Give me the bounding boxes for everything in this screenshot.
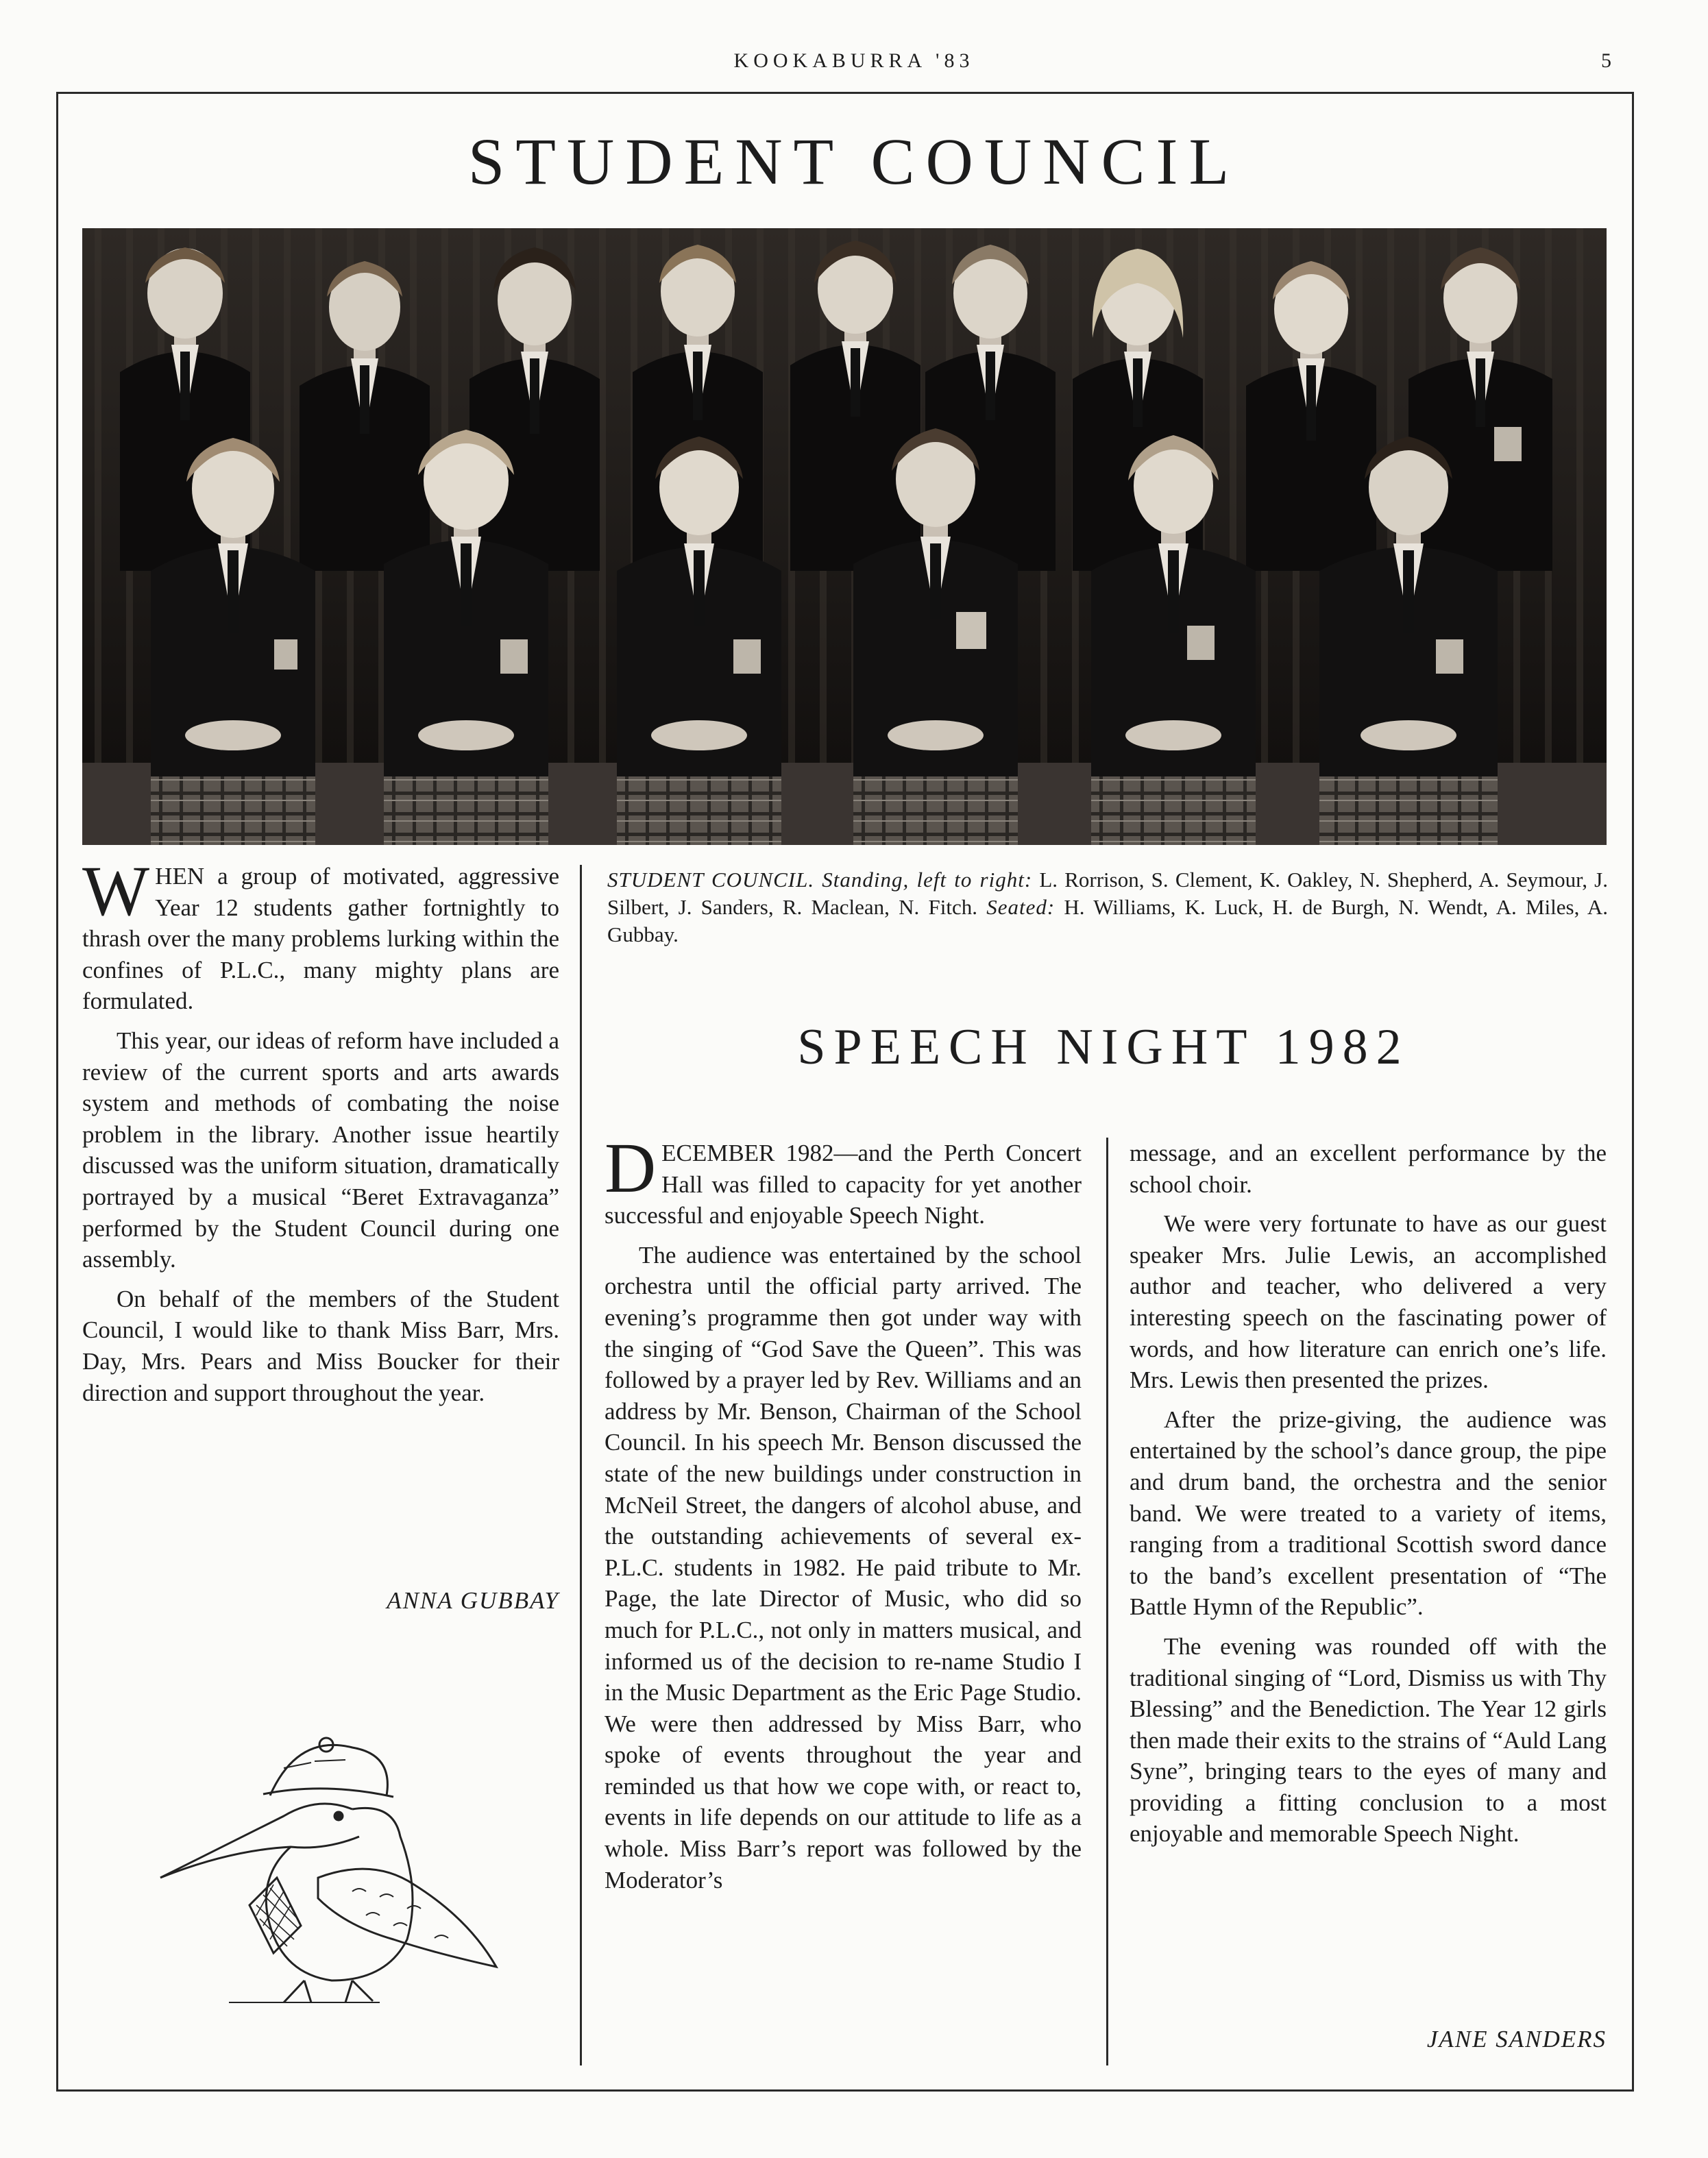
article-paragraph: message, and an excellent performance by the school choir. [1130,1140,1607,1198]
drop-cap: W [82,852,150,931]
speech-night-left-column [605,1129,1082,1904]
drop-cap: D [605,1129,657,1207]
article-paragraph: WHEN a group of motivated, aggressive Year 12 students gather fortnightly to thrash over the many problems lurking within the confines of P.L.C., many mighty plans are formulated. [82,852,559,1015]
student-council-article [82,852,559,1417]
standing-row [120,241,1552,571]
column-rule-right [1106,1138,1108,2065]
article-paragraph: DECEMBER 1982—and the Perth Concert Hall was filled to capacity for yet another successful and enjoyable Speech Night. [605,1129,1082,1229]
caption-standing-names: L. Rorrison, S. Clement, K. Oakley, N. Shepherd, A. Seymour, J. Silbert, J. Sanders, R. Maclean, N. Fitch. [607,868,1608,919]
photo-caption [607,866,1608,948]
column-rule-left [580,865,582,2065]
caption-seated-names: H. Williams, K. Luck, H. de Burgh, N. Wendt, A. Miles, A. Gubbay. [607,895,1609,946]
wing [318,1869,496,1967]
article-paragraph: This year, our ideas of reform have included a review of the current sports and arts awards system and methods of combating the noise problem in the library. Another issue heartily discussed was the uniform situation, dramatically portrayed by a musical “Beret Extravaganza” performed by the Student Council during one assembly. [82,1027,559,1273]
author-signature: JANE SANDERS [1426,2026,1607,2052]
caption-lead: STUDENT COUNCIL. Standing, left to right: [607,868,1033,892]
caption-seated-lead: Seated: [986,895,1056,919]
article-paragraph: The audience was entertained by the school orchestra until the official party arrived. The evening’s programme then got under way with the singing of “God Save the Queen”. This was followed by a prayer led by Rev. Williams and an address by Mr. Benson, Chairman of the School Council. In his speech Mr. Benson discussed the state of the new buildings under construction in McNeil Street, the dangers of alcohol abuse, and the outstanding achievements of several ex-P.L.C. students in 1982. He paid tribute to Mr. Page, the late Director of Music, who did so much for P.L.C., not only in matters musical, and informed us of the decision to re-name Studio I in the Music Department as the Eric Page Studio. We were then addressed by Miss Barr, who spoke of events throughout the year and reminded us that how we cope with, or react to, events in life depends on our attitude to life as a whole. Miss Barr’s report was followed by the Moderator’s [605,1241,1082,1893]
running-head: KOOKABURRA '83 [733,49,975,72]
article-paragraph: We were very fortunate to have as our guest speaker Mrs. Julie Lewis, an accomplished author and teacher, who delivered a very interesting speech on the fascinating power of words, and how literature can enrich one’s life. Mrs. Lewis then presented the prizes. [1130,1210,1607,1394]
page-number: 5 [1601,49,1611,72]
page-title: STUDENT COUNCIL [467,125,1241,198]
article-paragraph: After the prize-giving, the audience was entertained by the school’s dance group, the pipe and drum band, the orchestra and the senior band. We were treated to a variety of items, ranging from a traditional Scottish sword dance to the band’s excellent presentation of “The Battle Hymn of the Republic”. [1130,1406,1607,1621]
group-photo [82,228,1607,845]
author-signature: ANNA GUBBAY [387,1587,559,1614]
speech-night-title: SPEECH NIGHT 1982 [797,1019,1410,1075]
beak [160,1804,359,1878]
article-paragraph: On behalf of the members of the Student Council, I would like to thank Miss Barr, Mrs. Day, Mrs. Pears and Miss Boucker for their direction and support throughout the year. [82,1285,559,1406]
kookaburra-illustration [147,1720,503,2008]
article-paragraph: The evening was rounded off with the traditional singing of “Lord, Dismiss us with Thy Blessing” and the Benediction. The Year 12 girls then made their exits to the strains of “Auld Lang Syne”, bringing tears to the eyes of many and providing a fitting conclusion to a most enjoyable and memorable Speech Night. [1130,1632,1607,1848]
speech-night-right-column [1130,1138,1607,1858]
